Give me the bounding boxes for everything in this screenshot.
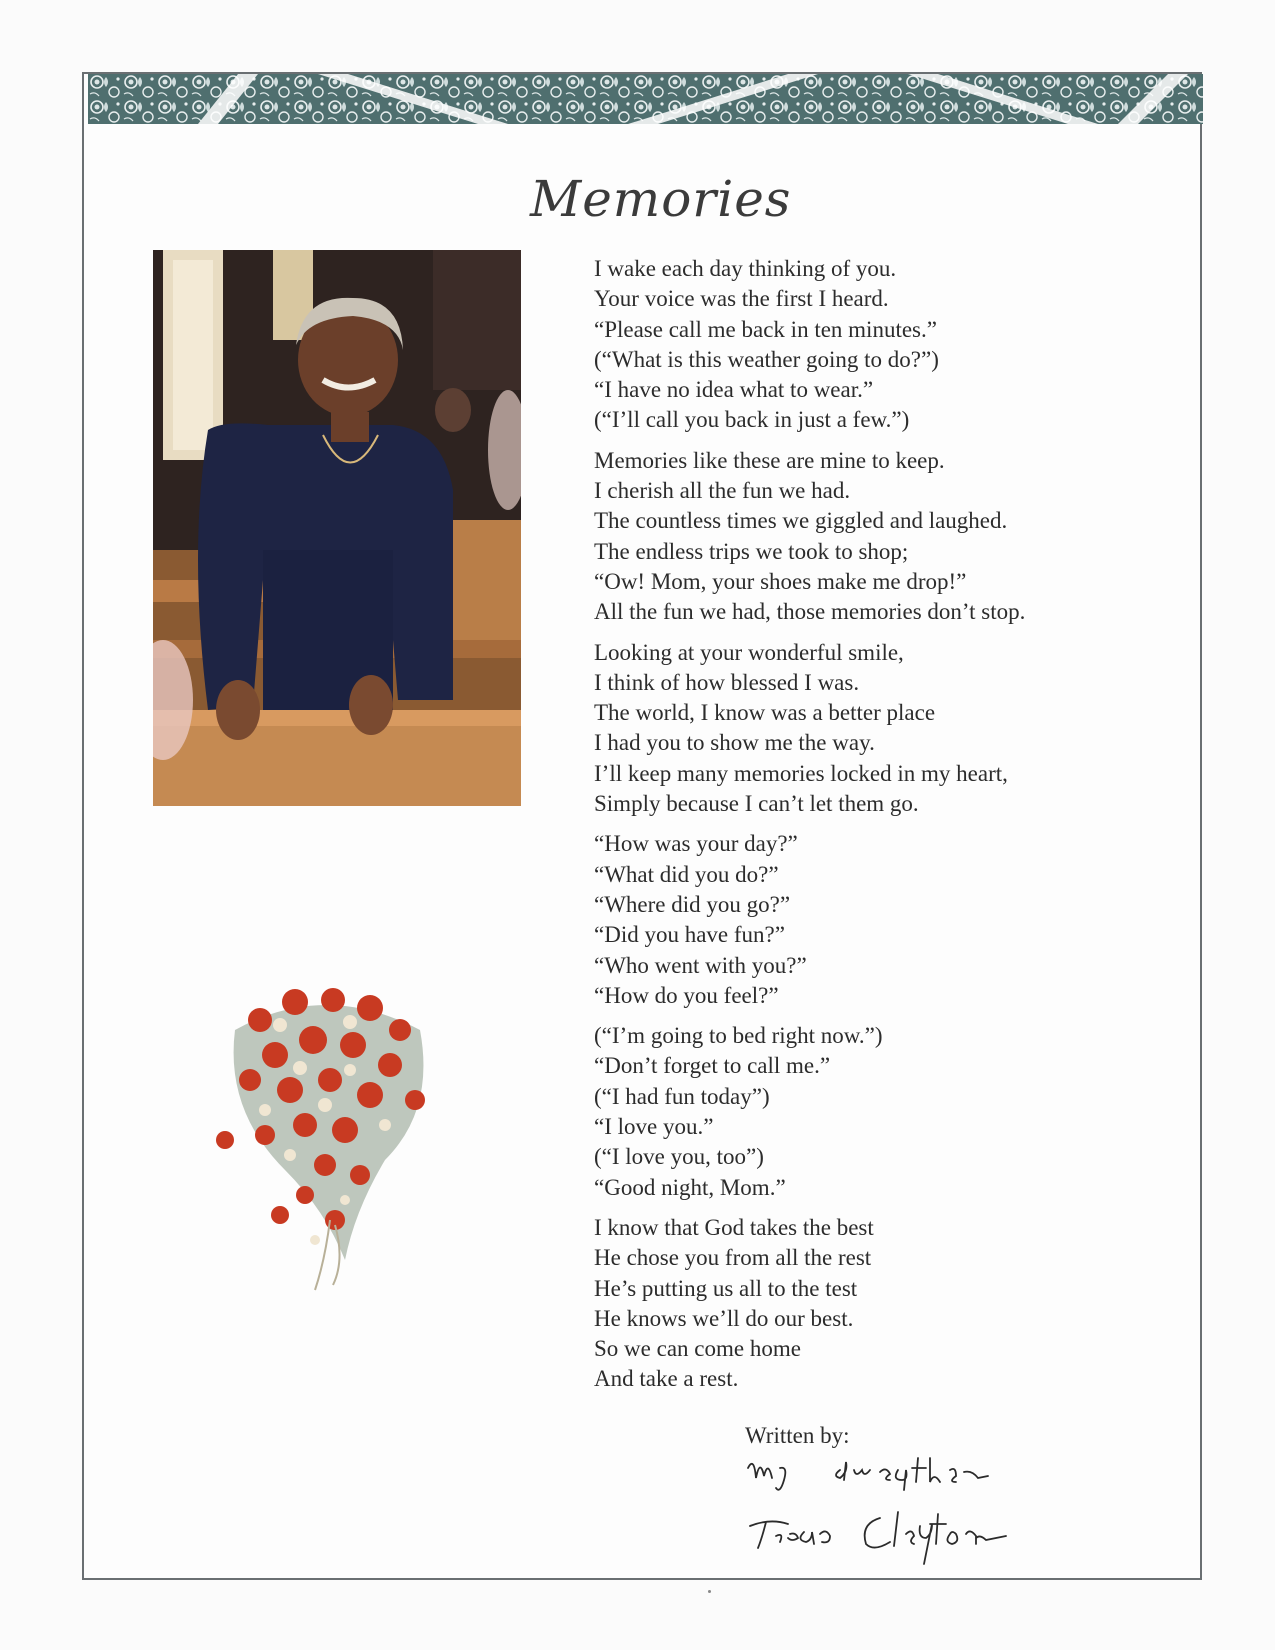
poem-line: Looking at your wonderful smile, xyxy=(594,639,904,665)
poem-line: I had you to show me the way. xyxy=(594,730,875,756)
poem-line: “How do you feel?” xyxy=(594,982,779,1008)
red-rose-bouquet-icon xyxy=(205,960,450,1300)
poem-line: Simply because I can’t let them go. xyxy=(594,791,919,817)
poem-stanza xyxy=(594,829,1114,1011)
poem-stanza xyxy=(594,446,1114,628)
poem-line: Your voice was the first I heard. xyxy=(594,286,889,312)
poem-line: The countless times we giggled and laughed. xyxy=(594,508,1008,534)
page-title: Memories xyxy=(530,170,792,228)
poem-line: All the fun we had, those memories don’t stop. xyxy=(594,599,1026,625)
poem-body xyxy=(594,254,1114,1405)
poem-line: “Please call me back in ten minutes.” xyxy=(594,316,937,342)
poem-line: He chose you from all the rest xyxy=(594,1245,872,1271)
poem-stanza xyxy=(594,1213,1114,1395)
poem-line: I wake each day thinking of you. xyxy=(594,256,897,281)
poem-line: I’ll keep many memories locked in my heart, xyxy=(594,760,1008,786)
signature-icon xyxy=(740,1448,1080,1566)
poem-line: I think of how blessed I was. xyxy=(594,669,860,695)
handwritten-signature xyxy=(740,1448,1080,1566)
poem-line: I cherish all the fun we had. xyxy=(594,478,851,504)
poem-stanza xyxy=(594,1021,1114,1203)
poem-line: “I love you.” xyxy=(594,1114,714,1140)
poem-line: The endless trips we took to shop; xyxy=(594,538,909,564)
poem-line: He’s putting us all to the test xyxy=(594,1275,858,1301)
poem-line: “What did you do?” xyxy=(594,861,779,887)
poem-line: (“I’m going to bed right now.”) xyxy=(594,1023,883,1049)
poem-stanza xyxy=(594,254,1114,436)
poem-line: “Ow! Mom, your shoes make me drop!” xyxy=(594,568,967,594)
scan-speck xyxy=(708,1590,711,1593)
woman-portrait-icon xyxy=(153,250,521,806)
poem-line: He knows we’ll do our best. xyxy=(594,1305,854,1331)
poem-line: So we can come home xyxy=(594,1336,801,1362)
floral-banner xyxy=(88,74,1203,124)
poem-line: “Good night, Mom.” xyxy=(594,1174,786,1200)
poem-line: Memories like these are mine to keep. xyxy=(594,447,945,473)
poem-line: “Who went with you?” xyxy=(594,952,807,978)
poem-line: “I have no idea what to wear.” xyxy=(594,377,874,403)
poem-line: “Don’t forget to call me.” xyxy=(594,1053,831,1079)
poem-line: “Where did you go?” xyxy=(594,891,791,917)
poem-line: (“I love you, too”) xyxy=(594,1144,764,1170)
poem-line: “Did you have fun?” xyxy=(594,922,785,948)
poem-line: “How was your day?” xyxy=(594,831,798,857)
poem-line: (“I’ll call you back in just a few.”) xyxy=(594,407,910,433)
rose-bouquet xyxy=(205,960,450,1300)
portrait-photo xyxy=(153,250,521,806)
poem-line: (“What is this weather going to do?”) xyxy=(594,346,939,372)
written-by-label: Written by: xyxy=(745,1423,850,1448)
floral-lace-pattern xyxy=(88,74,1203,124)
poem-line: And take a rest. xyxy=(594,1366,739,1392)
poem-line: (“I had fun today”) xyxy=(594,1083,770,1109)
poem-stanza xyxy=(594,638,1114,820)
poem-line: I know that God takes the best xyxy=(594,1214,874,1240)
poem-line: The world, I know was a better place xyxy=(594,700,936,726)
